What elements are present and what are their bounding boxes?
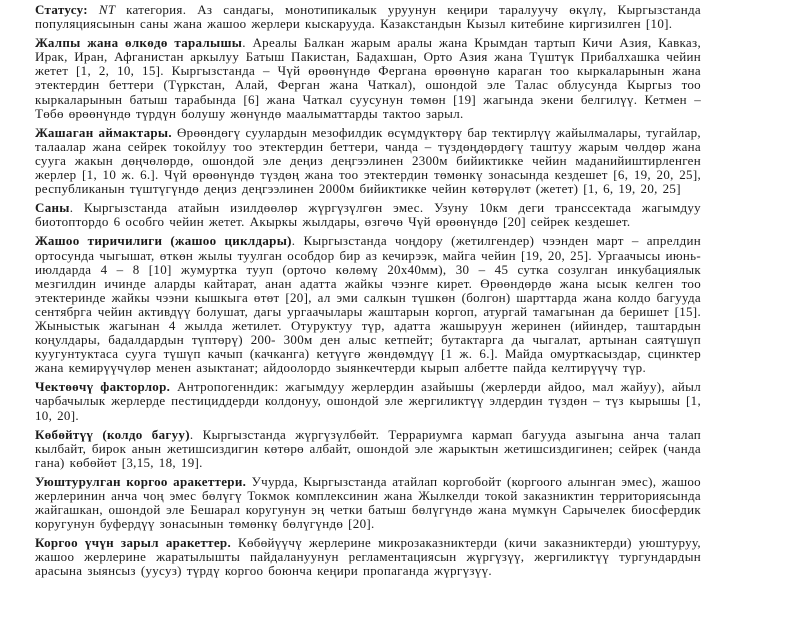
paragraph-general-distribution (35, 36, 701, 121)
paragraph-population (35, 201, 701, 229)
section-heading: Жашоо тиричилиги (жашоо циклдары) (35, 233, 292, 249)
section-body-text: Көбөйүүчү жерлерине микрозаказниктерди (кичи заказниктерди) уюштуруу, жашоо жерлерине жаратылышты пайдалануунун регламентациясын жүргүзүү, жергиликтүү тургундардын арасына зыянсыз (уусуз) түрдү коргоо боюнча кеңири пропаганда жүргүзүү. (35, 535, 701, 579)
paragraph-habitats (35, 126, 701, 196)
section-body-text: . Ареалы Балкан жарым аралы жана Крымдан тартып Кичи Азия, Кавказ, Ирак, Иран, Афганистан аркылуу Батыш Пакистан, Бадахшан, Орто Азия жана Түштүк Прибалхашка чейин жетет [1, 2, 10, 15]. Кыргызстанда – Чүй өрөөнүндө Фергана өрөөнүнө караган тоо кыркаларынын жана этектердин беттери (Түркстан, Алай, Ферган жана Чаткал), ошондой эле Талас облусунда Кыргыз тоо кыркаларынын батыш тарабында [6] жана Чаткал суусунун төмөн [19] жагында экени белгилүү. Кетмен – Төбө өрөөнүндө түрдүн болушу жөнүндө маалыматтарды тактоо зарыл. (35, 35, 701, 121)
section-heading: Жашаган аймактары. (35, 124, 172, 140)
section-heading: Коргоо үчүн зарыл аракеттер. (35, 535, 232, 551)
paragraph-limiting-factors (35, 380, 701, 422)
section-heading: Жалпы жана өлкөдө таралышы (35, 35, 243, 51)
paragraph-current-protection (35, 475, 701, 531)
section-heading: Чектөөчү факторлор. (35, 379, 171, 395)
paragraph-captive-breeding (35, 428, 701, 470)
section-heading: Уюштурулган коргоо аракеттери. (35, 473, 247, 489)
section-body-text: Учурда, Кыргызстанда атайлап коргобойт (коргоого алынган эмес), жашоо жерлеринин анча чоң эмес бөлүгү Токмок комплексинин жана Жылкелди токой заказниктин территориясында жайгашкан, ошондой эле Бешарал коругунун эң четки батыш бөлүгүндө жана мүмкүн Сарычелек биосфердик коругунун буфердүү зонасынын төмөнкү бөлүгүндө [20]. (35, 473, 701, 532)
paragraph-needed-protection (35, 536, 701, 578)
paragraph-status (35, 3, 701, 31)
section-body-text: Антропогенндик: жагымдуу жерлердин азайышы (жерлерди айдоо, мал жайуу), айыл чарбачылык жерлерде пестициддерди колдонуу, ошондой эле жергиликтүү элдердин түздөн – түз кырышы [1, 10, 20]. (35, 379, 702, 423)
status-category-code: NT (98, 2, 127, 17)
section-body-text: категория. Аз сандагы, монотипикалык уруунун кеңири таралуучу өкүлү, Кыргызстанда популяциясынын саны жана жашоо жерлери кыскарууда. Казакстандын Кызыл китебине киргизилген [10]. (35, 2, 701, 32)
section-heading: Статусу: (35, 2, 99, 17)
section-body-text: Өрөөндөгү суулардын мезофилдик өсүмдүктөрү бар тектирлүү жайылмалары, тугайлар, талаалар жана сейрек токойлуу тоо этектердин беттери, чанда – түздөңдөрдөгү таштуу жарым чөлдөр жана сууга жакын дөңчөлөрдө, ошондой эле деңиз деңгээлинен 2300м бийиктикке чейин маданийиштирленген жерлер [1, 10 ж. 6.]. Чүй өрөөнүндө түздөң жана тоо этектердин төмөнкү зонасында кездешет [6, 19, 20, 25], республиканын түштүгүндө деңиз деңгээлинен 2000м бийиктикке чейин көтөрүлөт (жетет) [1, 6, 19, 20, 25] (35, 124, 701, 197)
paragraph-biology (35, 234, 701, 375)
section-body-text: . Кыргызстанда жүргүзүлбөйт. Террариумга кармап багууда азыгына анча талап кылбайт, бирок анын жетишсиздигин көтөрө албайт, ошондой эле жарыктын жетишсиздигинен; сейрек (чанда гана) көбөйөт [3,15, 18, 19]. (35, 426, 701, 470)
document-page (35, 3, 701, 584)
section-heading: Көбөйтүү (колдо багуу) (35, 426, 190, 442)
section-heading: Саны (35, 200, 70, 216)
section-body-text: . Кыргызстанда атайын изилдөөлөр жүргүзүлгөн эмес. Узуну 10км деги транссектада жагымдуу биотоптордо 6 особго чейин жетет. Акыркы жылдары, өзгөчө Чүй өрөөнүндө [20] сейрек кездешет. (35, 200, 701, 230)
section-body-text: . Кыргызстанда чоңдору (жетилгендер) чээнден март – апрелдин ортосунда чыгышат, өткөн жылы туулган особдор бир аз кечирээк, майга чейин [19, 20, 25]. Ургаачысы июнь-июлдарда 4 – 8 [10] жумуртка тууп (орточо көлөмү 20х40мм), 30 – 45 сутка созулган инкубациялык мезгилдин ичинде аларды кайтарат, анан адатта жайкы чээнге кирет. Өрөөндөрдө жана ысык келген тоо этектеринде жайкы чээни кышкыга өтөт [20], ал эми салкын түшкөн (болгон) шарттарда жана колдо багууда сентябрга чейин активдүү болушат, дагы ургаачылары жаштарын коргоп, атургай тамагынан да беришет [15]. Жыныстык жагынан 4 жылда жетилет. Отуруктуу түр, адатта жашыруун жеринен (ийиндер, таштардын коңулдары, бадалдардын түптөрү) 200- 300м ден алыс кетпейт; бутактарга да чыгалат, артынан саятүшүп куугунтуктаса сууга түшүп качып (качканга) кетүүгө жөндөмдүү [1 ж. 6.]. Майда омурткасыздар, сцинктер жана кемирүүчүлөр менен азыктанат; айдоолордо зыянкечтерди кырып албетте пайда келтирүүчү түр. (35, 233, 701, 376)
